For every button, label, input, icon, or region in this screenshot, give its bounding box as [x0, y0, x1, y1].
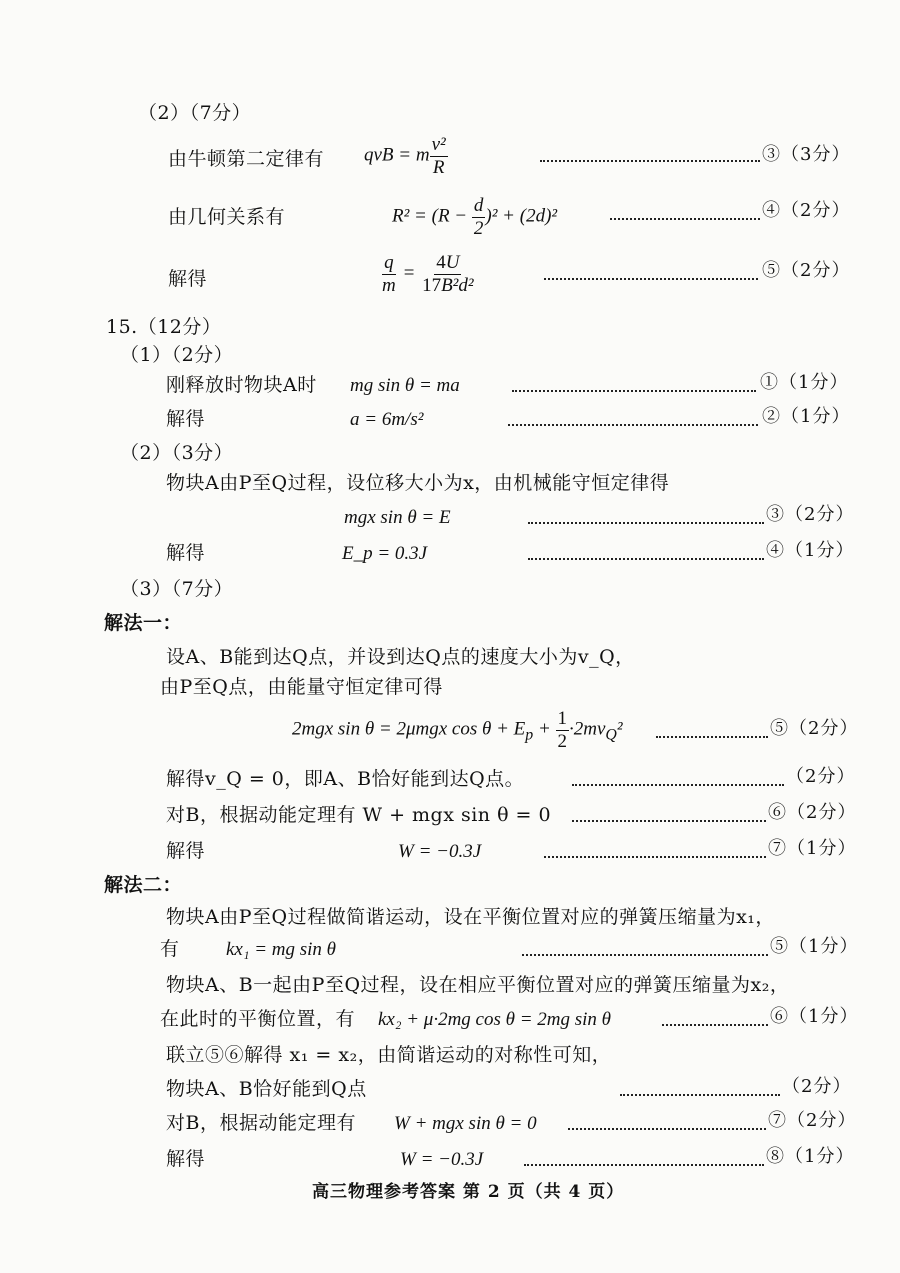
method2-line1: 物块A由P至Q过程做简谐运动，设在平衡位置对应的弹簧压缩量为x₁，	[166, 906, 775, 928]
q15-p1-r2-equation: a = 6m/s²	[350, 409, 424, 430]
method2-line8-equation: W = −0.3J	[400, 1149, 484, 1170]
q14-part2-header: （2）（7分）	[138, 102, 252, 124]
method2-line7-mark: ⑦（2分）	[768, 1110, 857, 1131]
method1-row3-text: 解得v_Q = 0，即A、B恰好能到达Q点。	[166, 768, 525, 790]
method1-row4-mark: ⑥（2分）	[768, 802, 857, 823]
method1-title: 解法一：	[104, 612, 183, 634]
leader-dots	[522, 954, 768, 956]
leader-dots	[512, 390, 756, 392]
method1-row4-text: 对B，根据动能定理有 W + mgx sin θ = 0	[166, 804, 552, 826]
q15-part3-header: （3）（7分）	[120, 578, 234, 600]
q15-p1-r1-label: 刚释放时物块A时	[166, 374, 317, 396]
leader-dots	[620, 1094, 780, 1096]
method2-line6: 物块A、B恰好能到Q点	[166, 1078, 367, 1100]
method1-energy-equation: 2mgx sin θ = 2μmgx $\cos \theta + E_p$ + $\frac{1}{2}$ $\cdot 2mv_Q^2$	[292, 708, 623, 752]
method2-line5: 联立⑤⑥解得 x₁ = x₂，由简谐运动的对称性可知，	[166, 1044, 612, 1066]
q15-p1-r2-mark: ②（1分）	[762, 406, 851, 427]
q15-header: 15.（12分）	[106, 316, 222, 338]
method2-line4-mark: ⑥（1分）	[770, 1006, 859, 1027]
leader-dots	[524, 1164, 764, 1166]
leader-dots	[662, 1024, 768, 1026]
method1-row3-mark: （2分）	[786, 766, 856, 787]
method1-row5-mark: ⑦（1分）	[768, 838, 857, 859]
page-footer: 高三物理参考答案 第 2 页（共 4 页）	[312, 1182, 625, 1202]
leader-dots	[540, 160, 760, 162]
method2-line7-equation: W + mgx sin θ = 0	[394, 1113, 537, 1134]
leader-dots	[528, 558, 764, 560]
q14-p2-r1-equation: qvB = m $\frac{\text{v²}}{R}$	[364, 134, 446, 178]
method1-line2: 由P至Q点，由能量守恒定律可得	[160, 676, 443, 698]
q15-p2-r2-equation: E_p = 0.3J	[342, 543, 428, 564]
q15-p2-r1-equation: mgx sin θ = E	[344, 507, 451, 528]
method1-line1: 设A、B能到达Q点，并设到达Q点的速度大小为v_Q，	[166, 646, 635, 668]
q14-p2-r2-mark: ④（2分）	[762, 200, 851, 221]
q14-p2-r2-label: 由几何关系有	[168, 206, 286, 228]
q14-p2-r3-equation: $\frac{q}{m}$ = $\frac{4U}{\text{17B²d²}}$	[382, 252, 474, 296]
leader-dots	[528, 522, 764, 524]
q15-p2-r2-mark: ④（1分）	[766, 540, 855, 561]
method1-energy-mark: ⑤（2分）	[770, 718, 859, 739]
leader-dots	[656, 736, 768, 738]
leader-dots	[568, 1128, 766, 1130]
method2-line8-mark: ⑧（1分）	[766, 1146, 855, 1167]
leader-dots	[544, 278, 758, 280]
method2-line8-label: 解得	[166, 1148, 206, 1170]
leader-dots	[572, 820, 766, 822]
leader-dots	[572, 784, 784, 786]
method1-row5-equation: W = −0.3J	[398, 841, 482, 862]
method2-line6-mark: （2分）	[782, 1076, 852, 1097]
method2-line7-label: 对B，根据动能定理有	[166, 1112, 356, 1134]
method2-line4-equation: kx₂ + μ·2mg cos θ = 2mg sin θ	[378, 1009, 612, 1030]
q15-p2-text: 物块A由P至Q过程，设位移大小为x，由机械能守恒定律得	[166, 472, 670, 494]
q15-p2-r2-label: 解得	[166, 542, 206, 564]
q15-p1-r1-mark: ①（1分）	[760, 372, 849, 393]
method1-row5-label: 解得	[166, 840, 206, 862]
q15-p1-r2-label: 解得	[166, 408, 206, 430]
method2-line2-equation: kx₁ = mg sin θ	[226, 939, 337, 960]
method2-line3: 物块A、B一起由P至Q过程，设在相应平衡位置对应的弹簧压缩量为x₂，	[166, 974, 790, 996]
q15-p2-r1-mark: ③（2分）	[766, 504, 855, 525]
q15-p1-r1-equation: mg sin θ = ma	[350, 375, 460, 396]
leader-dots	[610, 218, 760, 220]
q15-part1-header: （1）（2分）	[120, 344, 234, 366]
method2-line4-label: 在此时的平衡位置，有	[160, 1008, 356, 1030]
leader-dots	[508, 424, 758, 426]
q14-p2-r1-label: 由牛顿第二定律有	[168, 148, 325, 170]
q14-p2-r3-label: 解得	[168, 268, 208, 290]
q15-part2-header: （2）（3分）	[120, 442, 234, 464]
method2-title: 解法二：	[104, 874, 183, 896]
q14-p2-r1-mark: ③（3分）	[762, 144, 851, 165]
q14-p2-r3-mark: ⑤（2分）	[762, 260, 851, 281]
method2-line2-mark: ⑤（1分）	[770, 936, 859, 957]
method2-line2-label: 有	[160, 938, 180, 960]
q14-p2-r2-equation: R² = (R − $\frac{d}{2}$ )² + (2d)²	[392, 195, 558, 239]
leader-dots	[544, 856, 766, 858]
